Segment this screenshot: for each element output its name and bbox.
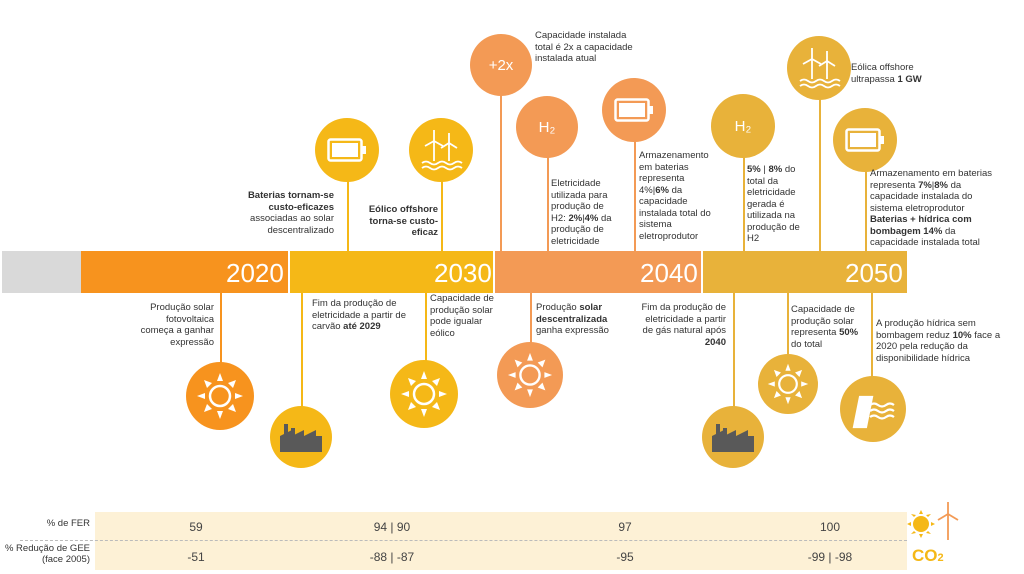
h2-2050-mid: | bbox=[760, 164, 769, 175]
table-divider bbox=[20, 540, 907, 541]
year-2020: 2020 bbox=[226, 258, 284, 288]
stem-h2-2040 bbox=[547, 153, 549, 251]
hydrogen-label: H₂ bbox=[538, 118, 556, 136]
hydrogen-icon bbox=[711, 94, 775, 158]
sun-icon bbox=[497, 342, 563, 408]
gee-row-label: % Redução de GEE (face 2005) bbox=[4, 543, 90, 565]
battery-icon bbox=[833, 108, 897, 172]
gas-plant-icon bbox=[702, 406, 764, 468]
storage-2040-text bbox=[639, 150, 715, 242]
h2-2050-post: do total da eletricidade gerada é utilizada na produção de H2 bbox=[747, 164, 800, 244]
stem-h2-2050 bbox=[743, 153, 745, 251]
hydro-dam-icon bbox=[840, 376, 906, 442]
sun-icon bbox=[186, 362, 254, 430]
stem-coal-end bbox=[301, 293, 303, 408]
h2-electricity-bold2: 4% bbox=[584, 212, 599, 224]
batteries-cost-effective-rest: associadas ao solar descentralizado bbox=[250, 213, 334, 236]
stem-offshore-1gw bbox=[819, 95, 821, 251]
h2-electricity-bold: 2% bbox=[568, 212, 583, 224]
offshore-wind-icon bbox=[409, 118, 473, 182]
storage-2050-post: da capacidade instalada do sistema eletroprodutor bbox=[870, 179, 973, 214]
sun-icon bbox=[758, 354, 818, 414]
capacity-2x-badge bbox=[470, 34, 532, 96]
h2-electricity-pre: Eletricidade utilizada para produção de H2: bbox=[551, 178, 608, 224]
stem-batteries-2025 bbox=[347, 170, 349, 251]
solar-50-pre: Capacidade de produção solar representa bbox=[791, 304, 855, 338]
hydrogen-label: H₂ bbox=[734, 117, 752, 135]
stem-decentralized-solar bbox=[530, 293, 532, 348]
gas-end-bold: 2040 bbox=[704, 336, 726, 348]
gee-value-2040: -95 bbox=[616, 550, 634, 564]
decentralized-solar-pre: Produção bbox=[536, 302, 580, 313]
storage-2050-bold3: Baterias + hídrica com bombagem 14% bbox=[870, 214, 972, 237]
stem-hydro bbox=[871, 293, 873, 378]
capacity-2x-label: +2x bbox=[488, 56, 514, 74]
battery-icon bbox=[315, 118, 379, 182]
hydro-reduction-bold: 10% bbox=[952, 329, 972, 341]
solar-equals-wind-text: Capacidade de produção solar pode igualar eólico bbox=[430, 293, 494, 339]
renewable-icon bbox=[906, 500, 962, 542]
gas-end-text bbox=[640, 302, 726, 348]
h2-2050-bold: 5% bbox=[747, 164, 761, 175]
storage-2050-bold2: 8% bbox=[934, 179, 948, 191]
solar-50-bold: 50% bbox=[839, 327, 859, 338]
coal-end-bold: até 2029 bbox=[343, 321, 381, 332]
hydrogen-icon bbox=[516, 96, 578, 158]
hydro-reduction-pre: A produção hídrica sem bombagem reduz bbox=[876, 318, 976, 341]
decentralized-solar-bold: solar descentralizada bbox=[536, 302, 608, 325]
storage-2050-mid: | bbox=[931, 179, 935, 191]
offshore-cost-effective-bold: Eólico offshore torna-se custo-eficaz bbox=[368, 204, 438, 238]
fer-value-2040: 97 bbox=[618, 520, 632, 534]
gee-value-2030: -88 | -87 bbox=[369, 550, 415, 564]
hydro-reduction-text bbox=[876, 318, 1008, 364]
batteries-cost-effective-text bbox=[228, 190, 334, 236]
storage-2040-post: da capacidade instalada total do sistema eletroprodutor bbox=[639, 184, 711, 242]
co2-label: CO bbox=[912, 546, 938, 565]
timeline-pre-2020 bbox=[2, 251, 81, 293]
co2-subscript: 2 bbox=[937, 552, 944, 564]
storage-2050-post2: da capacidade instalada total bbox=[870, 225, 980, 248]
co2-icon bbox=[912, 546, 944, 566]
h2-electricity-post: da produção de eletricidade bbox=[551, 212, 612, 247]
year-2040: 2040 bbox=[640, 258, 698, 288]
storage-2050-pre: Armazenamento em baterias representa bbox=[870, 168, 992, 191]
stem-gas-end bbox=[733, 293, 735, 408]
coal-end-pre: Fim da produção de eletricidade a partir de carvão bbox=[312, 298, 406, 332]
battery-icon bbox=[602, 78, 666, 142]
offshore-1gw-pre: Eólica offshore ultrapassa bbox=[851, 62, 914, 85]
gas-end-pre: Fim da produção de eletricidade a partir de gás natural após bbox=[641, 302, 726, 336]
offshore-cost-effective-text bbox=[360, 204, 438, 239]
fer-row-label: % de FER bbox=[46, 518, 90, 529]
gee-value-2020: -51 bbox=[187, 550, 205, 564]
decentralized-solar-post: ganha expressão bbox=[536, 325, 609, 336]
batteries-cost-effective-bold: Baterias tornam-se custo-eficazes bbox=[247, 190, 334, 213]
hydro-reduction-post: face a 2020 pela redução da disponibilidade hídrica bbox=[876, 329, 1001, 364]
year-2050: 2050 bbox=[845, 258, 903, 288]
fer-value-2020: 59 bbox=[189, 520, 203, 534]
offshore-1gw-text bbox=[851, 62, 931, 85]
fer-value-2030: 94 | 90 bbox=[373, 520, 411, 534]
stem-storage-2050 bbox=[865, 168, 867, 251]
solar-50-post: do total bbox=[791, 338, 823, 350]
stem-solar-2020 bbox=[220, 293, 222, 365]
solar-gains-text: Produção solar fotovoltaica começa a ganhar expressão bbox=[140, 302, 214, 348]
stem-storage-2040 bbox=[634, 139, 636, 251]
coal-plant-icon bbox=[270, 406, 332, 468]
storage-2050-text bbox=[870, 168, 998, 249]
gee-value-2050: -99 | -98 bbox=[807, 550, 853, 564]
decentralized-solar-text bbox=[536, 302, 622, 337]
offshore-1gw-bold: 1 GW bbox=[897, 73, 922, 85]
h2-2050-text bbox=[747, 164, 807, 245]
offshore-wind-icon bbox=[787, 36, 851, 100]
h2-2050-bold2: 8% bbox=[768, 164, 783, 175]
sun-icon bbox=[390, 360, 458, 428]
capacity-2x-text: Capacidade instalada total é 2x a capacidade instalada atual bbox=[535, 30, 633, 64]
coal-end-text bbox=[312, 298, 412, 333]
h2-electricity-mid: | bbox=[582, 212, 585, 224]
storage-2040-pre: Armazenamento em baterias representa 4%| bbox=[639, 150, 709, 196]
stem-capacity-2x bbox=[500, 94, 502, 251]
h2-electricity-text bbox=[551, 178, 621, 247]
fer-value-2050: 100 bbox=[819, 520, 841, 534]
year-2030: 2030 bbox=[434, 258, 492, 288]
storage-2040-bold: 6% bbox=[655, 184, 669, 196]
stem-solar-wind bbox=[425, 293, 427, 365]
solar-50-text bbox=[791, 304, 861, 350]
stem-solar-50 bbox=[787, 293, 789, 355]
storage-2050-bold: 7% bbox=[918, 179, 932, 191]
